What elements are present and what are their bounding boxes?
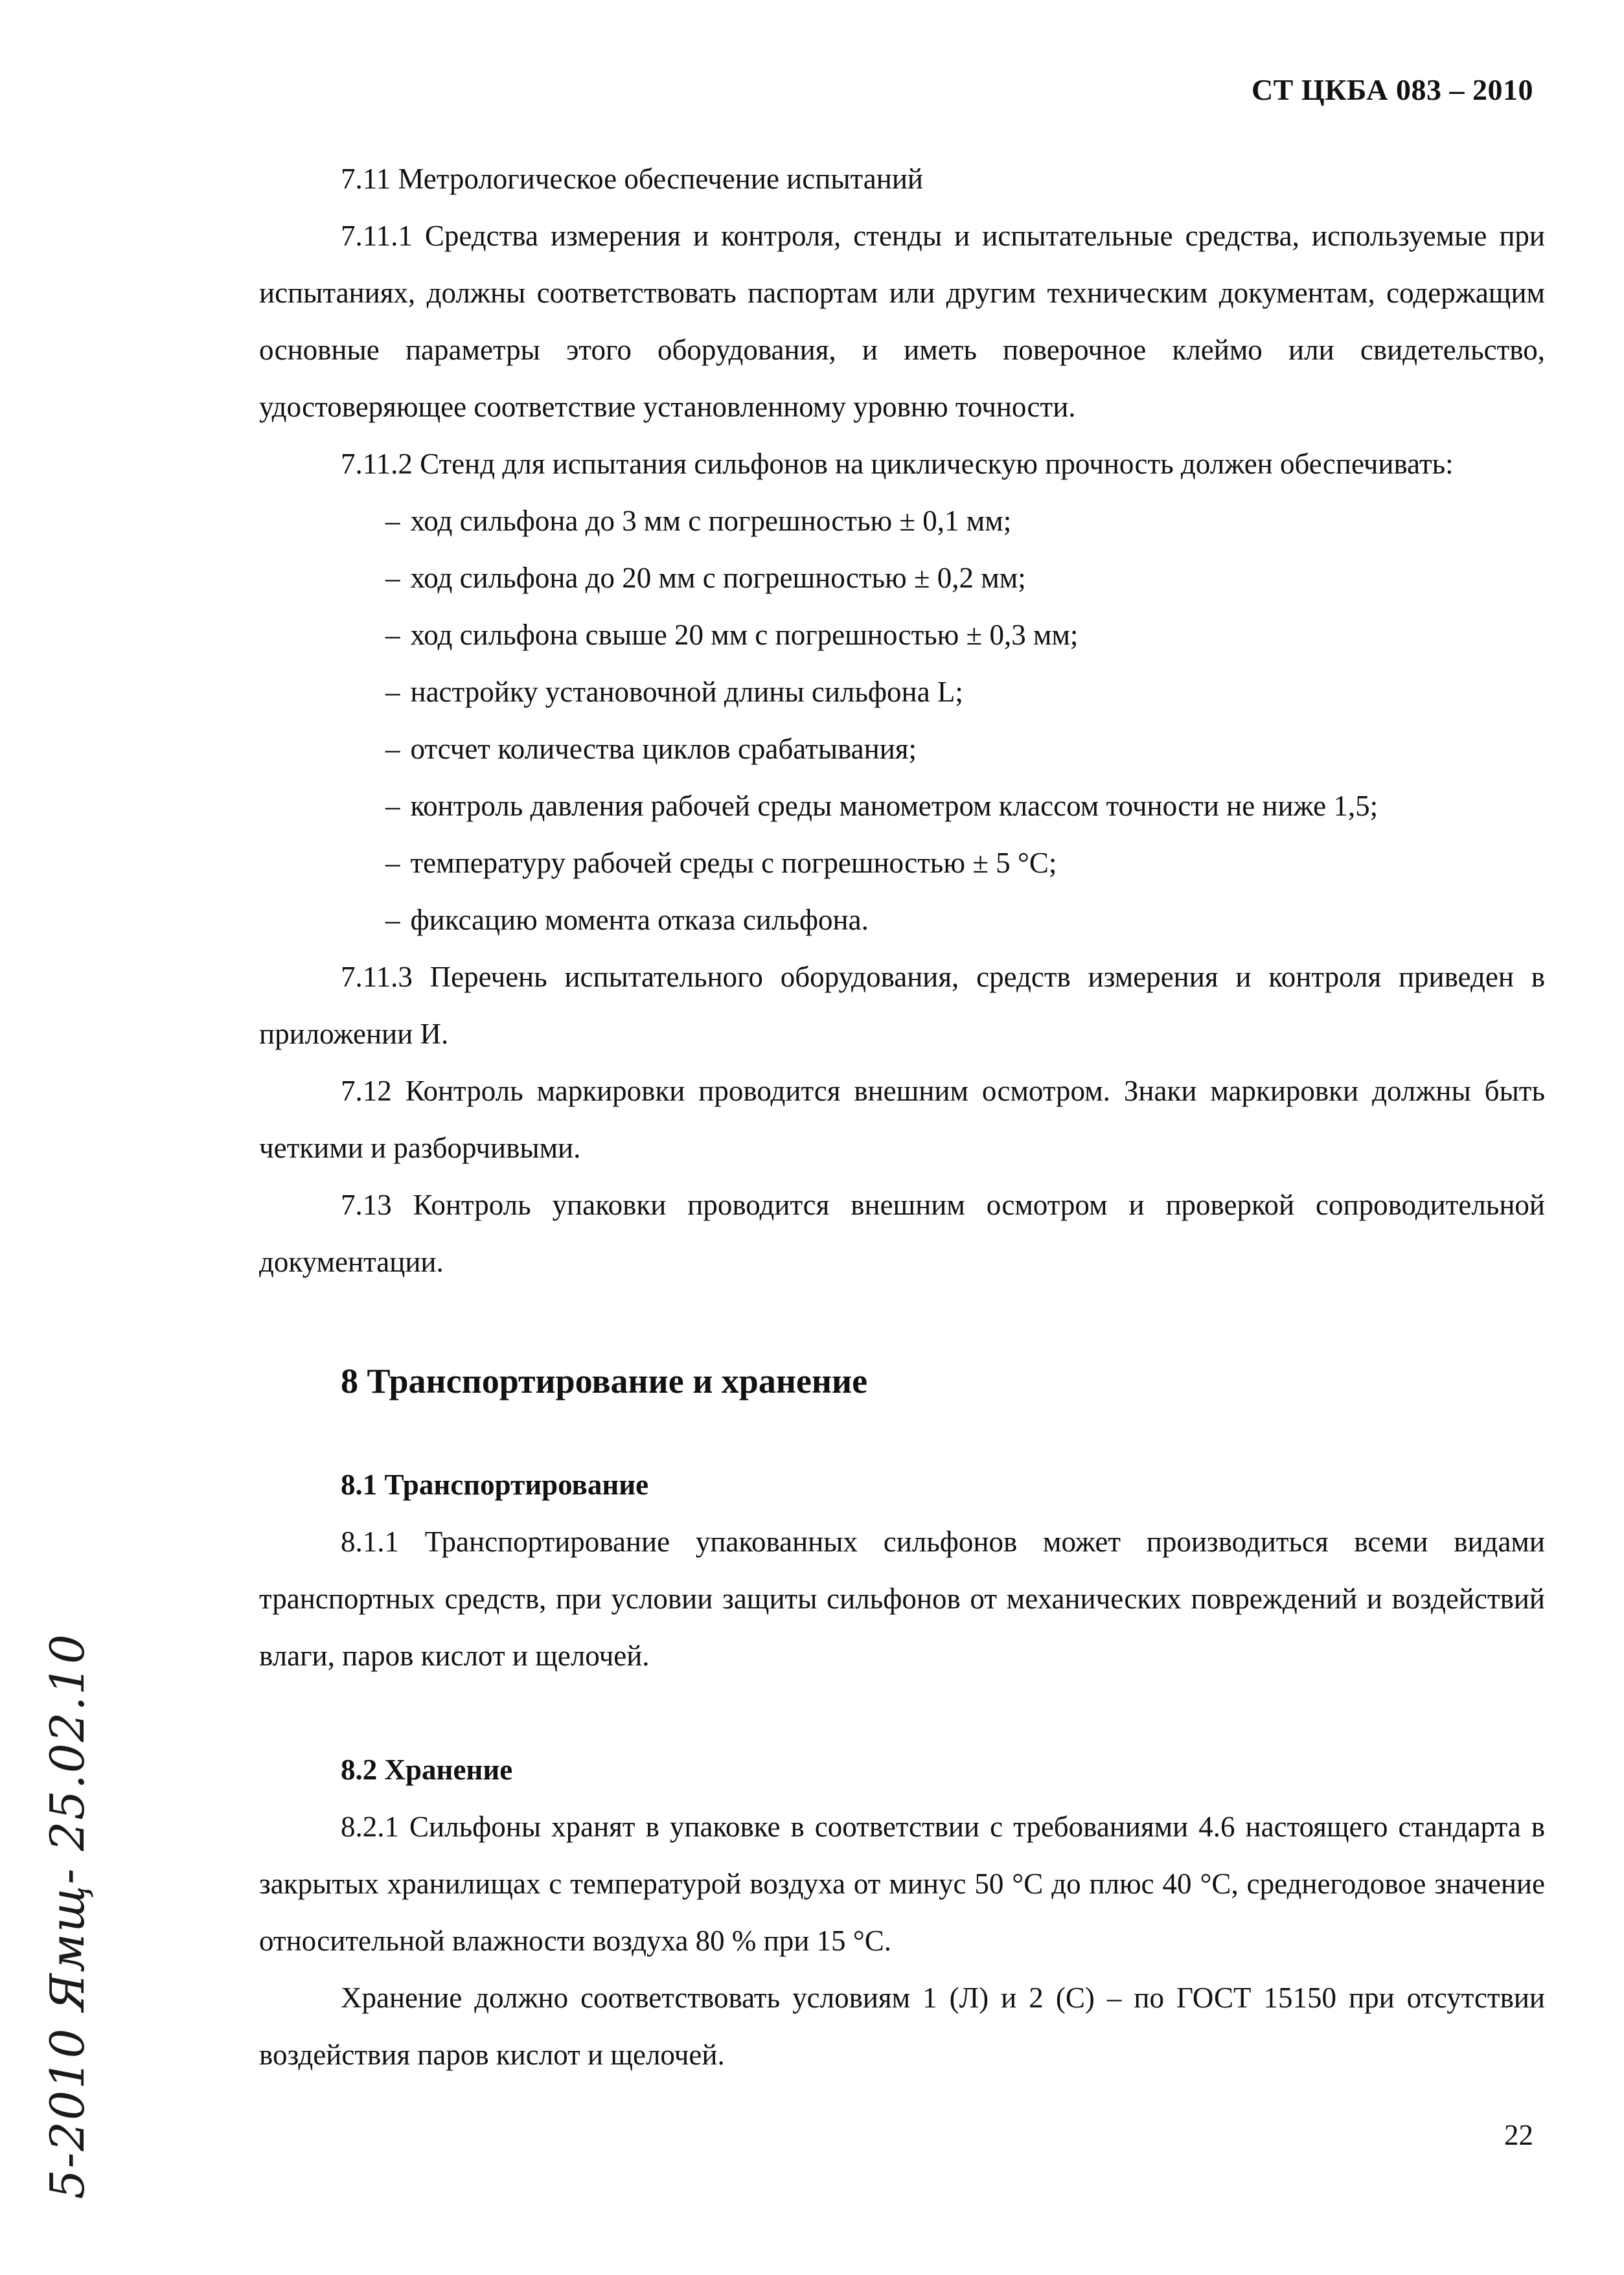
list-item-text: ход сильфона до 3 мм с погрешностью ± 0,1 мм; (410, 505, 1012, 537)
list-item-text: ход сильфона до 20 мм с погрешностью ± 0,2 мм; (410, 562, 1026, 594)
list-item (259, 720, 1545, 777)
list-dash: – (385, 562, 400, 594)
list-dash: – (385, 505, 400, 537)
subsection-8-2-heading: 8.2 Хранение (341, 1754, 513, 1786)
list-item (259, 891, 1545, 948)
list-dash: – (385, 904, 400, 936)
list-item (259, 663, 1545, 720)
list-item-text: отсчет количества циклов срабатывания; (410, 733, 917, 765)
page-body (259, 150, 1545, 2083)
list-item-text: ход сильфона свыше 20 мм с погрешностью ± 0,3 мм; (410, 619, 1079, 651)
list-item (259, 492, 1545, 549)
paragraph-7-11: 7.11 Метрологическое обеспечение испытаний (341, 163, 923, 195)
list-item (259, 777, 1545, 834)
list-item-text: настройку установочной длины сильфона L; (410, 676, 963, 708)
document-code-header: СТ ЦКБА 083 – 2010 (1251, 73, 1533, 106)
list-item-text: температуру рабочей среды с погрешностью ± 5 °С; (410, 847, 1057, 879)
list-dash: – (385, 790, 400, 822)
paragraph-7-11-1: 7.11.1 Средства измерения и контроля, стенды и испытательные средства, используемые при испытаниях, должны соответствовать паспортам или другим техническим документам, содержащим основные параметры этого оборудования, и иметь поверочное клеймо или свидетельство, удостоверяющее соответствие установленному уровню точности. (259, 220, 1545, 423)
subsection-8-1-heading: 8.1 Транспортирование (341, 1469, 649, 1501)
paragraph-7-11-2: 7.11.2 Стенд для испытания сильфонов на циклическую прочность должен обеспечивать: (341, 448, 1454, 480)
paragraph-7-13: 7.13 Контроль упаковки проводится внешним осмотром и проверкой сопроводительной документации. (259, 1189, 1545, 1278)
section-8-heading: 8 Транспортирование и хранение (341, 1362, 868, 1400)
page-number: 22 (1504, 2119, 1533, 2151)
list-item (259, 606, 1545, 663)
list-item (259, 549, 1545, 606)
paragraph-7-11-3: 7.11.3 Перечень испытательного оборудования, средств измерения и контроля приведен в приложении И. (259, 961, 1545, 1050)
paragraph-storage-conditions: Хранение должно соответствовать условиям 1 (Л) и 2 (С) – по ГОСТ 15150 при отсутствии воздействия паров кислот и щелочей. (259, 1982, 1545, 2071)
list-dash: – (385, 676, 400, 708)
list-item-text: фиксацию момента отказа сильфона. (410, 904, 869, 936)
paragraph-8-1-1: 8.1.1 Транспортирование упакованных сильфонов может производиться всеми видами транспортных средств, при условии защиты сильфонов от механических повреждений и воздействий влаги, паров кислот и щелочей. (259, 1526, 1545, 1672)
paragraph-8-2-1: 8.2.1 Сильфоны хранят в упаковке в соответствии с требованиями 4.6 настоящего стандарта в закрытых хранилищах с температурой воздуха от минус 50 °С до плюс 40 °С, среднегодовое значение относительной влажности воздуха 80 % при 15 °С. (259, 1811, 1545, 1957)
list-item (259, 834, 1545, 891)
paragraph-7-12: 7.12 Контроль маркировки проводится внешним осмотром. Знаки маркировки должны быть четкими и разборчивыми. (259, 1075, 1545, 1164)
stand-requirements-list (259, 492, 1545, 948)
list-dash: – (385, 847, 400, 879)
handwritten-margin-note: 5-2010 Ямщ- 25.02.10 (40, 1632, 95, 2199)
list-dash: – (385, 619, 400, 651)
list-item-text: контроль давления рабочей среды манометром классом точности не ниже 1,5; (410, 790, 1378, 822)
list-dash: – (385, 733, 400, 765)
